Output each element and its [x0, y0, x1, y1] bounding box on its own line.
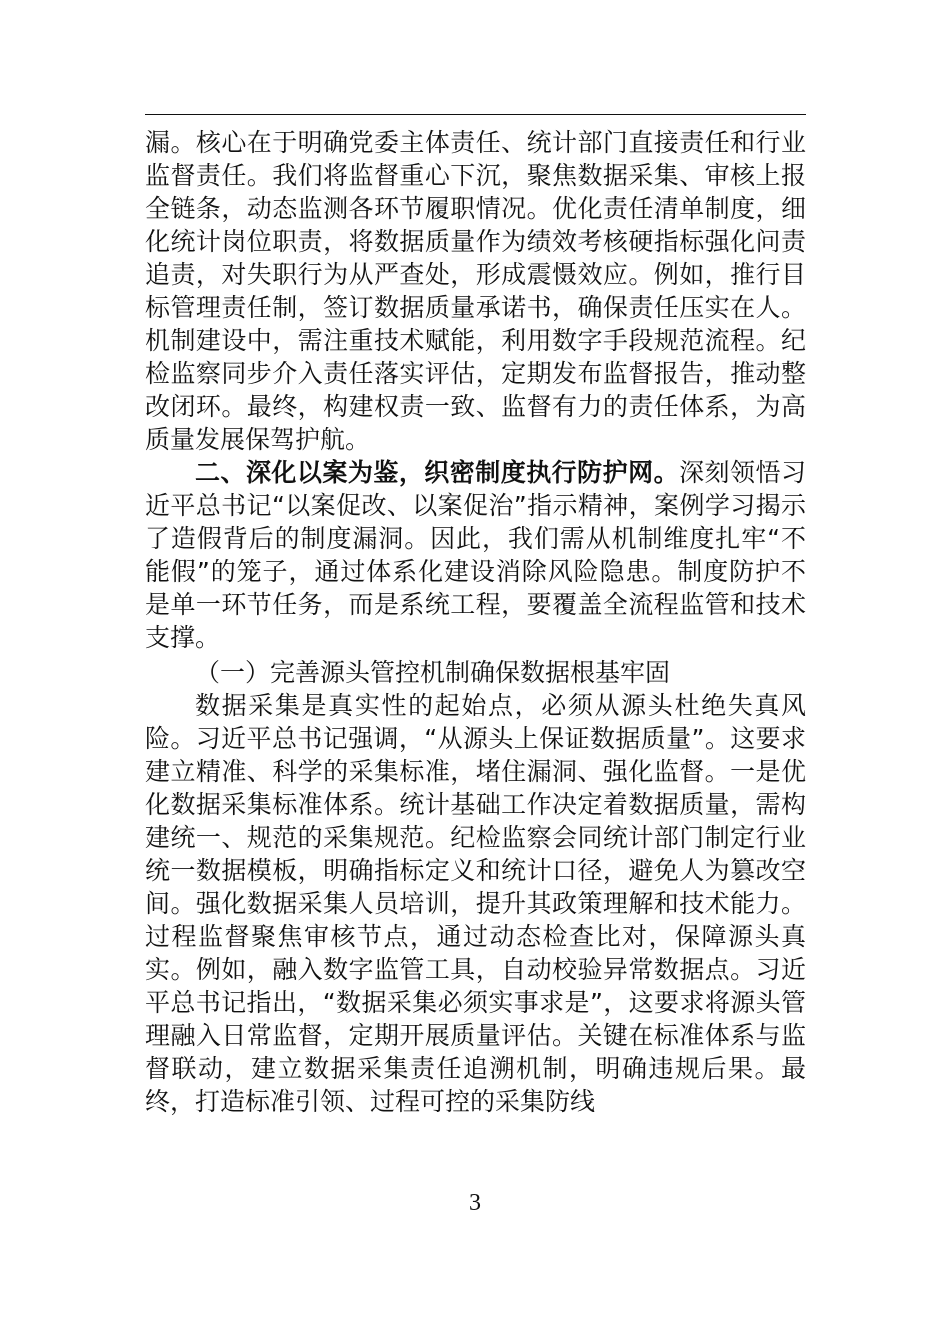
page-number: 3	[469, 1190, 481, 1216]
subsection-heading-1: （一）完善源头管控机制确保数据根基牢固	[195, 658, 671, 687]
paragraph-3: 数据采集是真实性的起始点，必须从源头杜绝失真风险。习近平总书记强调，“从源头上保证数据质量”。这要求建立精准、科学的采集标准，堵住漏洞、强化监督。一是优化数据采集标准体系。统计基础工作决定着数据质量，需构建统一、规范的采集规范。纪检监察会同统计部门制定行业统一数据模板，明确指标定义和统计口径，避免人为篡改空间。强化数据采集人员培训，提升其政策理解和技术能力。过程监督聚焦审核节点，通过动态检查比对，保障源头真实。例如，融入数字监管工具，自动校验异常数据点。习近平总书记指出，“数据采集必须实事求是”，这要求将源头管理融入日常监督，定期开展质量评估。关键在标准体系与监督联动，建立数据采集责任追溯机制，明确违规后果。最终，打造标准引领、过程可控的采集防线	[145, 691, 806, 1116]
paragraph-1: 漏。核心在于明确党委主体责任、统计部门直接责任和行业监督责任。我们将监督重心下沉，聚焦数据采集、审核上报全链条，动态监测各环节履职情况。优化责任清单制度，细化统计岗位职责，将数据质量作为绩效考核硬指标强化问责追责，对失职行为从严查处，形成震慑效应。例如，推行目标管理责任制，签订数据质量承诺书，确保责任压实在人。机制建设中，需注重技术赋能，利用数字手段规范流程。纪检监察同步介入责任落实评估，定期发布监督报告，推动整改闭环。最终，构建权责一致、监督有力的责任体系，为高质量发展保驾护航。	[145, 128, 806, 454]
paragraph-2-body: 深刻领悟习近平总书记“以案促改、以案促治”指示精神，案例学习揭示了造假背后的制度漏洞。因此，我们需从机制维度扎牢“不能假”的笼子，通过体系化建设消除风险隐患。制度防护不是单一环节任务，而是系统工程，要覆盖全流程监管和技术支撑。	[145, 458, 806, 652]
section-heading-2: 二、深化以案为鉴，织密制度执行防护网。	[195, 458, 680, 487]
header-rule	[145, 114, 806, 115]
paragraph-2	[145, 456, 806, 654]
body-text	[145, 126, 806, 1118]
